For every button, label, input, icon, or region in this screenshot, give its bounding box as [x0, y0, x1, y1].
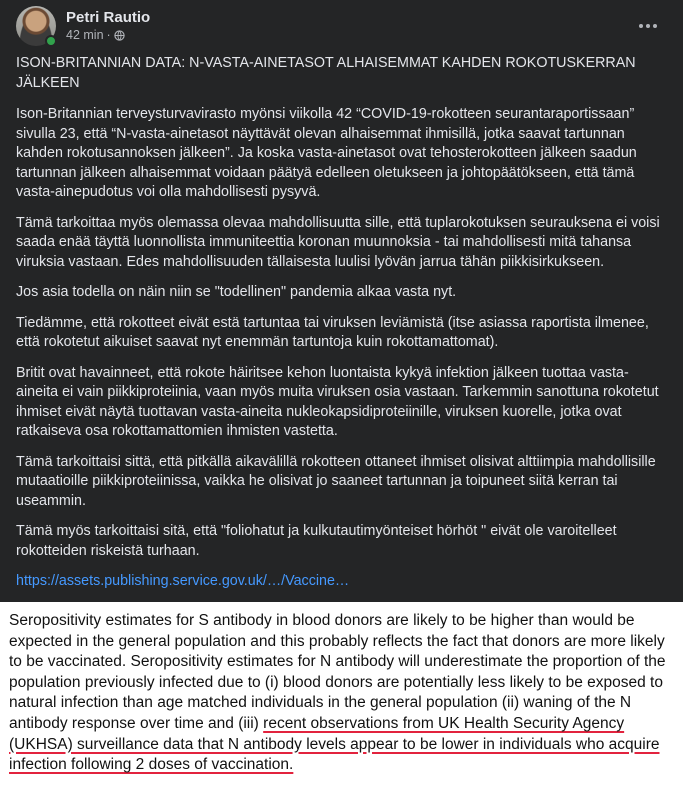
excerpt-underlined-text: recent observations from UK Health Security Agency (UKHSA) surveillance data that N antibody levels appear to be lower in individuals who acquire infection following 2 doses of vaccination.	[9, 714, 660, 774]
meta-separator: ·	[106, 28, 111, 42]
post-body	[16, 54, 666, 592]
excerpt-text	[9, 611, 677, 776]
globe-icon[interactable]	[114, 30, 125, 41]
post-paragraph-1: Ison-Britannian terveysturvavirasto myönsi viikolla 42 “COVID-19-rokotteen seurantaraportissaan” sivulla 23, että “N-vasta-ainetasot näyttävät olevan alhaisemmat ihmisillä, jotka saavat tartunnan kahden rokotusannoksen jälkeen”. Ja koska vasta-ainetasot ovat tehosterokotteen jälkeen saadun tartunnan jälkeen alhaisemmat voidaan päätyä edelleen oletukseen ja johtopäätökseen, että tämä vasta-ainepudotus voi olla mahdollisesti pysyvä.	[16, 106, 637, 200]
post-paragraph-3: Jos asia todella on näin niin se "todellinen" pandemia alkaa vasta nyt.	[16, 284, 457, 300]
excerpt-plain-text: Seropositivity estimates for S antibody in blood donors are likely to be higher than would be expected in the general population and this probably reflects the fact that donors are more likely to be vaccinated. Seropositivity estimates for N antibody will underestimate the proportion of the population previously infected due to (i) blood donors are potentially less likely to be exposed to natural infection than age matched individuals in the general population (ii) waning of the N antibody response over time and (iii)	[9, 612, 666, 732]
post-meta	[66, 28, 125, 42]
post-link[interactable]: https://assets.publishing.service.gov.uk/…/Vaccine…	[16, 573, 350, 589]
post-header	[16, 6, 666, 46]
report-excerpt-image[interactable]	[0, 602, 683, 791]
post-paragraph-7: Tämä myös tarkoittaisi sitä, että "foliohatut ja kulkutautimyönteiset hörhöt " eivät ole varoitelleet rokotteiden riskeistä turhaan.	[16, 523, 617, 559]
online-status-icon	[45, 35, 57, 47]
post-title: ISON-BRITANNIAN DATA: N-VASTA-AINETASOT ALHAISEMMAT KAHDEN ROKOTUSKERRAN JÄLKEEN	[16, 55, 636, 91]
post-paragraph-6: Tämä tarkoittaisi sittä, että pitkällä aikavälillä rokotteen ottaneet ihmiset olisivat alttiimpia mahdollisille mutaatioille piikkiproteiinissa, vaikka he olisivat jo saaneet tartunnan ja toipuneet siitä kerran tai useammin.	[16, 453, 656, 509]
more-options-icon[interactable]	[636, 16, 660, 36]
post-paragraph-4: Tiedämme, että rokotteet eivät estä tartuntaa tai viruksen leviämistä (itse asiassa raportista ilmenee, että rokotetut aikuiset saavat nyt enemmän tartuntoja kuin rokottamattomat).	[16, 314, 649, 350]
author-name[interactable]: Petri Rautio	[66, 9, 151, 26]
post-paragraph-2: Tämä tarkoittaa myös olemassa olevaa mahdollisuutta sille, että tuplarokotuksen seurauksena ei voisi saada enää täyttä luonnollista immuniteettia koronan muunnoksia - tai mahdollisesti mitä tahansa viruksia vastaan. Edes mahdollisuuden tällaisesta luulisi lyövän jarrua tähän piikkisirkukseen.	[16, 214, 660, 270]
post-timestamp[interactable]: 42 min	[66, 28, 104, 42]
post-paragraph-5: Britit ovat havainneet, että rokote häiritsee kehon luontaista kykyä infektion jälkeen tuottaa vasta-aineita ei vain piikkiproteiinia, vaan myös muita viruksen osia vastaan. Tarkemmin sanottuna rokotetut ihmiset eivät näytä tuottavan vasta-aineita nukleokapsidiproteiinille, viruksen kuorelle, jotka ovat ratkaiseva osa rokottamattomien ihmisten vastetta.	[16, 364, 659, 439]
